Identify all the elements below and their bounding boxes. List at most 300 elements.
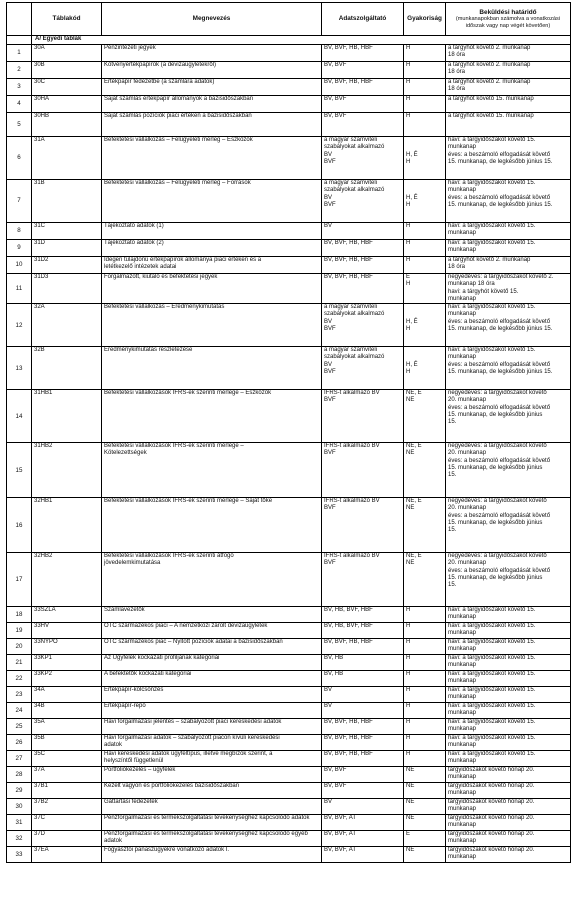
row-provider-line: BV, BVF, AT bbox=[324, 815, 357, 822]
row-frequency-line: H bbox=[406, 735, 411, 742]
row-provider bbox=[322, 62, 404, 79]
row-deadline-line: a tárgyhót követő 2. munkanap bbox=[448, 62, 531, 68]
row-provider-line: BV, HB bbox=[324, 655, 344, 662]
row-frequency-line bbox=[406, 180, 443, 187]
row-deadline bbox=[446, 62, 571, 79]
row-deadline-line: 15. munkanap, de legkésőbb június bbox=[448, 520, 543, 527]
row-frequency-line: H bbox=[406, 158, 411, 165]
table-row bbox=[7, 79, 571, 96]
row-number: 22 bbox=[7, 671, 32, 687]
row-name-line: Idegen tulajdonú értékpapírok állománya piaci értéken és a bbox=[104, 257, 262, 263]
row-deadline-line: 20. munkanap bbox=[448, 505, 487, 512]
row-deadline bbox=[446, 180, 571, 223]
row-frequency-line: H bbox=[406, 671, 411, 678]
row-name-line: adatok bbox=[104, 742, 123, 749]
row-deadline-line: havi: a tárgyidőszakot követő 15. bbox=[448, 639, 536, 646]
header-deadline-title: Beküldési határidő bbox=[479, 8, 537, 16]
row-number: 23 bbox=[7, 687, 32, 703]
row-name-line: Kezelt vagyon és portfóliókezelés bázisidőszakban bbox=[104, 783, 240, 790]
row-deadline-line: a tárgyhót követő 2. munkanap bbox=[448, 45, 531, 51]
table-row bbox=[7, 498, 571, 553]
row-number: 21 bbox=[7, 655, 32, 671]
row-deadline-line: munkanap bbox=[448, 630, 477, 637]
row-name-line: Befektetési vállalkozás – Eredménykimutatás bbox=[104, 304, 225, 311]
row-frequency-line bbox=[406, 137, 443, 144]
table-row bbox=[7, 783, 571, 799]
row-frequency-line: H bbox=[406, 326, 411, 333]
row-frequency bbox=[404, 799, 446, 815]
row-frequency bbox=[404, 703, 446, 719]
table-row bbox=[7, 62, 571, 79]
row-frequency-line: É bbox=[406, 274, 411, 280]
row-deadline-line: munkanap bbox=[448, 710, 477, 717]
row-frequency bbox=[404, 347, 446, 390]
row-deadline-line: havi: a tárgyidőszakot követő 15. bbox=[448, 223, 536, 229]
table-row bbox=[7, 304, 571, 347]
row-provider-line: IFRS-t alkalmazó BV bbox=[324, 553, 380, 560]
row-name-line: Befektetési vállalkozások IFRS-ek szerinti mérlege – Eszközök bbox=[104, 390, 272, 397]
header-deadline bbox=[446, 3, 571, 36]
row-number: 26 bbox=[7, 735, 32, 751]
row-provider-line: BV bbox=[324, 223, 333, 229]
row-frequency-line: H bbox=[406, 623, 411, 630]
row-number: 29 bbox=[7, 783, 32, 799]
row-number: 30 bbox=[7, 799, 32, 815]
row-provider bbox=[322, 831, 404, 847]
row-deadline-line: éves: a beszámoló elfogadását követő bbox=[448, 457, 551, 464]
row-number: 33 bbox=[7, 847, 32, 863]
row-frequency-line bbox=[406, 187, 443, 194]
table-row bbox=[7, 274, 571, 304]
row-name-line: OTC származékos piac – Nyitott pozíciók adatai a bázisidőszakban bbox=[104, 639, 283, 646]
row-table-code: 33KP1 bbox=[32, 655, 102, 671]
row-deadline-line: a tárgyhót követő 2. munkanap bbox=[448, 79, 531, 85]
row-table-code: 32A bbox=[32, 304, 102, 347]
row-deadline-line: negyedéves: a tárgyidőszakot követő bbox=[448, 553, 547, 560]
row-deadline-line: munkanap bbox=[448, 247, 477, 254]
table-row bbox=[7, 815, 571, 831]
row-frequency-line bbox=[406, 354, 443, 361]
row-deadline-line: havi: a tárgyidőszakot követő 15. bbox=[448, 607, 536, 614]
row-deadline bbox=[446, 703, 571, 719]
row-frequency bbox=[404, 240, 446, 257]
row-frequency-line: H, É bbox=[406, 151, 418, 158]
row-table-code: 35B bbox=[32, 735, 102, 751]
row-deadline bbox=[446, 671, 571, 687]
row-deadline-line: munkanap bbox=[448, 311, 477, 318]
row-deadline-line: munkanap bbox=[448, 742, 477, 749]
row-deadline-line: éves: a beszámoló elfogadását követő bbox=[448, 151, 551, 158]
table-row bbox=[7, 639, 571, 655]
row-number: 18 bbox=[7, 607, 32, 623]
row-name bbox=[102, 45, 322, 62]
row-frequency bbox=[404, 113, 446, 137]
row-table-code: 30HB bbox=[32, 113, 102, 137]
row-name-line: Befektetési vállalkozások IFRS-ek szerinti átfogó bbox=[104, 553, 234, 560]
row-frequency-line: NE bbox=[406, 815, 415, 822]
row-provider-line: BV, BVF bbox=[324, 62, 347, 68]
row-provider-line: BV, BVF, HB, HBF bbox=[324, 639, 373, 646]
row-deadline-line: tárgyidőszakot követő hónap 20. bbox=[448, 799, 535, 806]
table-row bbox=[7, 443, 571, 498]
regulation-table-page bbox=[6, 2, 570, 863]
row-provider bbox=[322, 96, 404, 113]
header-name: Megnevezés bbox=[102, 3, 322, 36]
row-deadline bbox=[446, 655, 571, 671]
row-provider bbox=[322, 639, 404, 655]
table-row bbox=[7, 847, 571, 863]
row-name bbox=[102, 96, 322, 113]
row-deadline-line: 15. munkanap, de legkésőbb június 15. bbox=[448, 369, 553, 376]
row-name bbox=[102, 687, 322, 703]
row-provider-line: szabályokat alkalmazó bbox=[324, 187, 385, 194]
row-provider-line: szabályokat alkalmazó bbox=[324, 354, 385, 361]
row-deadline-line: éves: a beszámoló elfogadását követő bbox=[448, 567, 551, 574]
row-deadline-line: 15. munkanap, de legkésőbb június bbox=[448, 575, 543, 582]
row-frequency-line: H bbox=[406, 223, 411, 229]
row-deadline-line: munkanap bbox=[448, 774, 477, 781]
row-deadline-line: 18 óra bbox=[448, 264, 466, 271]
row-deadline bbox=[446, 815, 571, 831]
row-deadline-line: 15. bbox=[448, 419, 457, 426]
row-name bbox=[102, 639, 322, 655]
row-deadline bbox=[446, 96, 571, 113]
row-provider-line: BV bbox=[324, 194, 333, 201]
row-provider bbox=[322, 180, 404, 223]
row-frequency bbox=[404, 607, 446, 623]
row-deadline-line: munkanap bbox=[448, 790, 477, 797]
row-name-line: Saját számlás pozíciók piaci értéken a bázisidőszakban bbox=[104, 113, 252, 119]
row-deadline bbox=[446, 831, 571, 847]
row-name-line: Értékpapír fedezetbe (a számlára adatok) bbox=[104, 79, 215, 85]
table-row bbox=[7, 655, 571, 671]
row-table-code: 31D bbox=[32, 240, 102, 257]
row-deadline-line: 18 óra bbox=[448, 69, 466, 76]
row-frequency-line: NE bbox=[406, 767, 415, 774]
row-provider bbox=[322, 751, 404, 767]
row-deadline-line: 18 óra bbox=[448, 52, 466, 59]
row-name-line: Havi forgalmazási adatok – szabályozott piacon kívüli kereskedési bbox=[104, 735, 280, 742]
row-deadline-line: tárgyidőszakot követő hónap 20. bbox=[448, 847, 535, 854]
row-provider-line: BVF bbox=[324, 326, 336, 333]
row-frequency bbox=[404, 257, 446, 274]
row-provider-line: BVF bbox=[324, 201, 336, 208]
row-table-code: 35A bbox=[32, 719, 102, 735]
row-frequency bbox=[404, 274, 446, 304]
row-deadline-line: 15. bbox=[448, 472, 457, 479]
row-deadline-line: munkanap 18 óra bbox=[448, 281, 495, 288]
row-provider bbox=[322, 703, 404, 719]
row-frequency bbox=[404, 62, 446, 79]
row-provider-line: BVF bbox=[324, 560, 336, 567]
row-table-code: 32HB2 bbox=[32, 553, 102, 607]
row-name-line: Pénzintézeti jegyek bbox=[104, 45, 156, 51]
row-deadline-line: havi: a tárgyidőszakot követő 15. bbox=[448, 347, 536, 354]
row-name bbox=[102, 113, 322, 137]
row-provider-line: szabályokat alkalmazó bbox=[324, 144, 385, 151]
row-number: 11 bbox=[7, 274, 32, 304]
row-provider-line: BV, BVF, HB, HBF bbox=[324, 257, 373, 263]
row-frequency bbox=[404, 443, 446, 498]
row-provider bbox=[322, 240, 404, 257]
row-deadline-line: munkanap bbox=[448, 678, 477, 685]
row-deadline bbox=[446, 687, 571, 703]
row-frequency bbox=[404, 687, 446, 703]
row-frequency bbox=[404, 671, 446, 687]
row-provider-line: BVF bbox=[324, 158, 336, 165]
row-provider bbox=[322, 623, 404, 639]
row-table-code: 30C bbox=[32, 79, 102, 96]
row-frequency-line: NE, É bbox=[406, 443, 422, 450]
row-table-code: 31D2 bbox=[32, 257, 102, 274]
row-name bbox=[102, 553, 322, 607]
row-frequency-line: H bbox=[406, 607, 411, 614]
row-provider-line: BV, BVF, HB, HBF bbox=[324, 79, 373, 85]
row-name-line: Havi forgalmazási jelentés – szabályozott piaci kereskedési adatok bbox=[104, 719, 282, 726]
row-provider-line: BV, HB, BVF, HBF bbox=[324, 623, 373, 630]
row-name bbox=[102, 847, 322, 863]
row-provider bbox=[322, 304, 404, 347]
row-deadline-line: munkanap bbox=[448, 295, 477, 302]
table-row bbox=[7, 96, 571, 113]
table-row bbox=[7, 687, 571, 703]
row-deadline-line: munkanap bbox=[448, 806, 477, 813]
row-name bbox=[102, 767, 322, 783]
row-name-line: Befektetési vállalkozások IFRS-ek szerinti mérlege – bbox=[104, 443, 244, 450]
row-name-line: Fogyasztói panaszügyekre vonatkozó adatok I. bbox=[104, 847, 230, 854]
row-frequency bbox=[404, 815, 446, 831]
row-name bbox=[102, 223, 322, 240]
row-frequency bbox=[404, 735, 446, 751]
row-table-code: 31HB2 bbox=[32, 443, 102, 498]
row-deadline bbox=[446, 553, 571, 607]
row-provider bbox=[322, 390, 404, 443]
row-deadline bbox=[446, 347, 571, 390]
row-frequency-line: H bbox=[406, 281, 411, 288]
row-frequency-line: H bbox=[406, 96, 411, 102]
row-deadline bbox=[446, 443, 571, 498]
row-name-line: Pénzforgalmazási és termékszolgáltatási tevékenységhez kapcsolódó egyéb bbox=[104, 831, 308, 838]
row-provider-line: BV bbox=[324, 703, 333, 710]
table-row bbox=[7, 390, 571, 443]
row-frequency-line bbox=[406, 347, 443, 354]
row-name-line: adatok bbox=[104, 838, 123, 845]
row-provider-line: BV, HB bbox=[324, 671, 344, 678]
row-deadline bbox=[446, 799, 571, 815]
row-table-code: 37B2 bbox=[32, 799, 102, 815]
row-name bbox=[102, 62, 322, 79]
table-row bbox=[7, 703, 571, 719]
row-deadline bbox=[446, 45, 571, 62]
row-name-line: Kötvényértékpapírok (a devizaügyletekről) bbox=[104, 62, 217, 68]
row-deadline-line: havi: a tárgyidőszakot követő 15. bbox=[448, 304, 536, 311]
row-deadline bbox=[446, 847, 571, 863]
table-row bbox=[7, 607, 571, 623]
row-frequency bbox=[404, 304, 446, 347]
row-number: 3 bbox=[7, 79, 32, 96]
row-frequency-line: H bbox=[406, 751, 411, 758]
row-deadline-line: 15. munkanap, de legkésőbb június bbox=[448, 412, 543, 419]
row-provider bbox=[322, 799, 404, 815]
row-frequency-line: H bbox=[406, 369, 411, 376]
row-provider-line: BV, BVF bbox=[324, 783, 347, 790]
row-name-line: helyszíntől függetlenül bbox=[104, 758, 164, 765]
row-frequency-line: H bbox=[406, 62, 411, 68]
row-deadline-line: 15. munkanap, de legkésőbb június 15. bbox=[448, 326, 553, 333]
row-frequency-line: É bbox=[406, 831, 411, 838]
row-provider bbox=[322, 257, 404, 274]
row-frequency-line: H bbox=[406, 201, 411, 208]
row-deadline-line: havi: a tárgyidőszakot követő 15. bbox=[448, 137, 536, 143]
row-provider bbox=[322, 687, 404, 703]
row-provider-line: BV, BVF, HB, HBF bbox=[324, 274, 373, 280]
row-name bbox=[102, 137, 322, 180]
row-frequency bbox=[404, 553, 446, 607]
row-table-code: 33NYPO bbox=[32, 639, 102, 655]
row-frequency bbox=[404, 96, 446, 113]
row-deadline-line: negyedéves: a tárgyidőszakot követő bbox=[448, 443, 547, 450]
header-row bbox=[7, 3, 571, 36]
row-number: 32 bbox=[7, 831, 32, 847]
row-frequency bbox=[404, 137, 446, 180]
row-provider bbox=[322, 767, 404, 783]
row-deadline-line: 15. bbox=[448, 527, 457, 534]
row-provider bbox=[322, 671, 404, 687]
row-number: 25 bbox=[7, 719, 32, 735]
section-row bbox=[7, 36, 571, 45]
row-frequency-line: H, É bbox=[406, 194, 418, 201]
row-deadline-line: munkanap bbox=[448, 854, 477, 861]
row-deadline-line: 15. munkanap, de legkésőbb június 15. bbox=[448, 201, 553, 208]
row-name bbox=[102, 390, 322, 443]
row-provider-line: BV bbox=[324, 361, 333, 368]
row-name bbox=[102, 607, 322, 623]
row-frequency bbox=[404, 498, 446, 553]
row-deadline bbox=[446, 498, 571, 553]
row-number: 8 bbox=[7, 223, 32, 240]
row-deadline-line: munkanap bbox=[448, 662, 477, 669]
table-row bbox=[7, 240, 571, 257]
row-table-code: 33SZLA bbox=[32, 607, 102, 623]
row-name bbox=[102, 735, 322, 751]
row-frequency-line: NE bbox=[406, 799, 415, 806]
row-table-code: 30HA bbox=[32, 96, 102, 113]
row-number: 28 bbox=[7, 767, 32, 783]
row-frequency-line: NE bbox=[406, 505, 415, 512]
row-deadline bbox=[446, 751, 571, 767]
row-frequency-line bbox=[406, 304, 443, 311]
row-number: 2 bbox=[7, 62, 32, 79]
row-deadline-line: munkanap bbox=[448, 187, 477, 194]
row-provider bbox=[322, 347, 404, 390]
row-deadline-line: éves: a beszámoló elfogadását követő bbox=[448, 318, 551, 325]
row-provider bbox=[322, 137, 404, 180]
section-title: A/ Egyedi táblák bbox=[32, 36, 571, 45]
table-row bbox=[7, 671, 571, 687]
row-table-code: 30A bbox=[32, 45, 102, 62]
row-number: 12 bbox=[7, 304, 32, 347]
row-provider-line: BVF bbox=[324, 505, 336, 512]
row-provider-line: BV, BVF, AT bbox=[324, 831, 357, 838]
table-row bbox=[7, 257, 571, 274]
row-name bbox=[102, 498, 322, 553]
row-table-code: 34B bbox=[32, 703, 102, 719]
row-provider bbox=[322, 719, 404, 735]
row-frequency-line: NE bbox=[406, 397, 415, 404]
row-table-code: 32HB1 bbox=[32, 498, 102, 553]
row-deadline-line: tárgyidőszakot követő hónap 20. bbox=[448, 831, 535, 838]
row-frequency bbox=[404, 831, 446, 847]
row-table-code: 31B bbox=[32, 180, 102, 223]
row-deadline bbox=[446, 113, 571, 137]
row-frequency-line bbox=[406, 311, 443, 318]
row-number: 16 bbox=[7, 498, 32, 553]
row-name-line: Tájékoztató adatok (2) bbox=[104, 240, 164, 246]
row-number: 14 bbox=[7, 390, 32, 443]
row-provider bbox=[322, 783, 404, 799]
row-deadline-line: 15. munkanap, de legkésőbb június bbox=[448, 465, 543, 472]
row-provider-line: a magyar számviteli bbox=[324, 347, 378, 354]
row-deadline-line: negyedéves: a tárgyidőszakot követő 2. bbox=[448, 274, 554, 280]
row-name bbox=[102, 703, 322, 719]
row-frequency bbox=[404, 180, 446, 223]
row-name bbox=[102, 443, 322, 498]
row-provider bbox=[322, 847, 404, 863]
row-table-code: 31D3 bbox=[32, 274, 102, 304]
row-deadline-line: havi: a tárgyhót követő 15. bbox=[448, 288, 519, 295]
table-row bbox=[7, 137, 571, 180]
row-provider-line: IFRS-t alkalmazó BV bbox=[324, 498, 380, 505]
table-row bbox=[7, 223, 571, 240]
row-deadline-line: munkanap bbox=[448, 694, 477, 701]
row-provider-line: a magyar számviteli bbox=[324, 304, 378, 311]
table-row bbox=[7, 799, 571, 815]
row-name-line: Értékpapír-repó bbox=[104, 703, 146, 710]
row-provider bbox=[322, 553, 404, 607]
row-frequency bbox=[404, 639, 446, 655]
row-frequency-line: H bbox=[406, 703, 411, 710]
row-deadline-line: a tárgyhót követő 15. munkanap bbox=[448, 113, 534, 119]
row-deadline-line: munkanap bbox=[448, 758, 477, 765]
row-table-code: 37B1 bbox=[32, 783, 102, 799]
row-deadline-line: éves: a beszámoló elfogadását követő bbox=[448, 194, 551, 201]
row-name bbox=[102, 783, 322, 799]
row-deadline bbox=[446, 767, 571, 783]
row-table-code: 31A bbox=[32, 137, 102, 180]
row-frequency bbox=[404, 45, 446, 62]
row-deadline-line: 20. munkanap bbox=[448, 450, 487, 457]
row-table-code: 37C bbox=[32, 815, 102, 831]
row-name-line: Saját számlás értékpapír állományok a bázisidőszakban bbox=[104, 96, 254, 102]
row-provider bbox=[322, 274, 404, 304]
row-provider-line: a magyar számviteli bbox=[324, 180, 378, 186]
row-deadline bbox=[446, 137, 571, 180]
row-deadline-line: havi: a tárgyidőszakot követő 15. bbox=[448, 180, 536, 186]
row-deadline-line: tárgyidőszakot követő hónap 20. bbox=[448, 783, 535, 790]
row-deadline-line: 20. munkanap bbox=[448, 560, 487, 567]
row-deadline-line: 15. munkanap, de legkésőbb június 15. bbox=[448, 158, 553, 165]
row-deadline bbox=[446, 274, 571, 304]
table-row bbox=[7, 751, 571, 767]
row-name-line: Befektetési vállalkozás – Felügyeleti mérleg – Eszközök bbox=[104, 137, 253, 143]
row-frequency-line: H bbox=[406, 45, 411, 51]
row-table-code: 33KP2 bbox=[32, 671, 102, 687]
row-table-code: 30B bbox=[32, 62, 102, 79]
row-number: 24 bbox=[7, 703, 32, 719]
row-frequency bbox=[404, 79, 446, 96]
row-provider-line: BV bbox=[324, 318, 333, 325]
row-frequency bbox=[404, 847, 446, 863]
